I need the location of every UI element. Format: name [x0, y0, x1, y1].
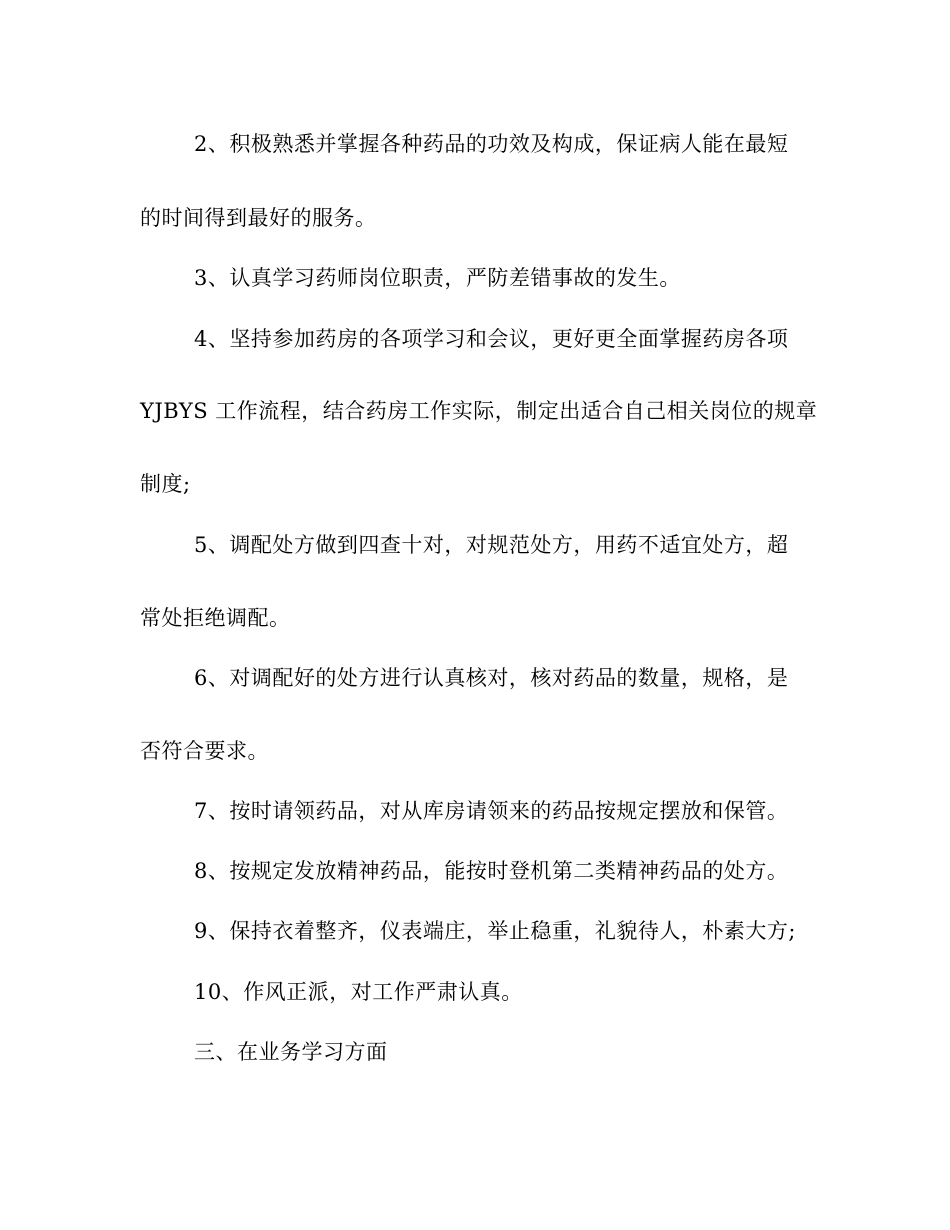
paragraph-line: 的时间得到最好的服务。: [140, 206, 377, 230]
paragraph-line: 3、认真学习药师岗位职责，严防差错事故的发生。: [194, 266, 681, 290]
paragraph-line: 制度;: [140, 472, 191, 496]
paragraph-line: 10、作风正派，对工作严肃认真。: [194, 980, 523, 1004]
paragraph-line: 8、按规定发放精神药品，能按时登机第二类精神药品的处方。: [194, 859, 789, 883]
paragraph-line: 2、积极熟悉并掌握各种药品的功效及构成，保证病人能在最短: [194, 132, 789, 156]
paragraph-line: 7、按时请领药品，对从库房请领来的药品按规定摆放和保管。: [194, 799, 789, 823]
paragraph-line: 9、保持衣着整齐，仪表端庄，举止稳重，礼貌待人，朴素大方;: [194, 919, 796, 943]
section-heading: 三、在业务学习方面: [194, 1040, 388, 1064]
paragraph-line: 6、对调配好的处方进行认真核对，核对药品的数量，规格，是: [194, 666, 789, 690]
paragraph-line: 4、坚持参加药房的各项学习和会议，更好更全面掌握药房各项: [194, 327, 789, 351]
paragraph-line: 常处拒绝调配。: [140, 606, 291, 630]
paragraph-line: 否符合要求。: [140, 739, 269, 763]
paragraph-line: 5、调配处方做到四查十对，对规范处方，用药不适宜处方，超: [194, 533, 789, 557]
paragraph-line: YJBYS 工作流程，结合药房工作实际，制定出适合自己相关岗位的规章: [140, 399, 818, 423]
